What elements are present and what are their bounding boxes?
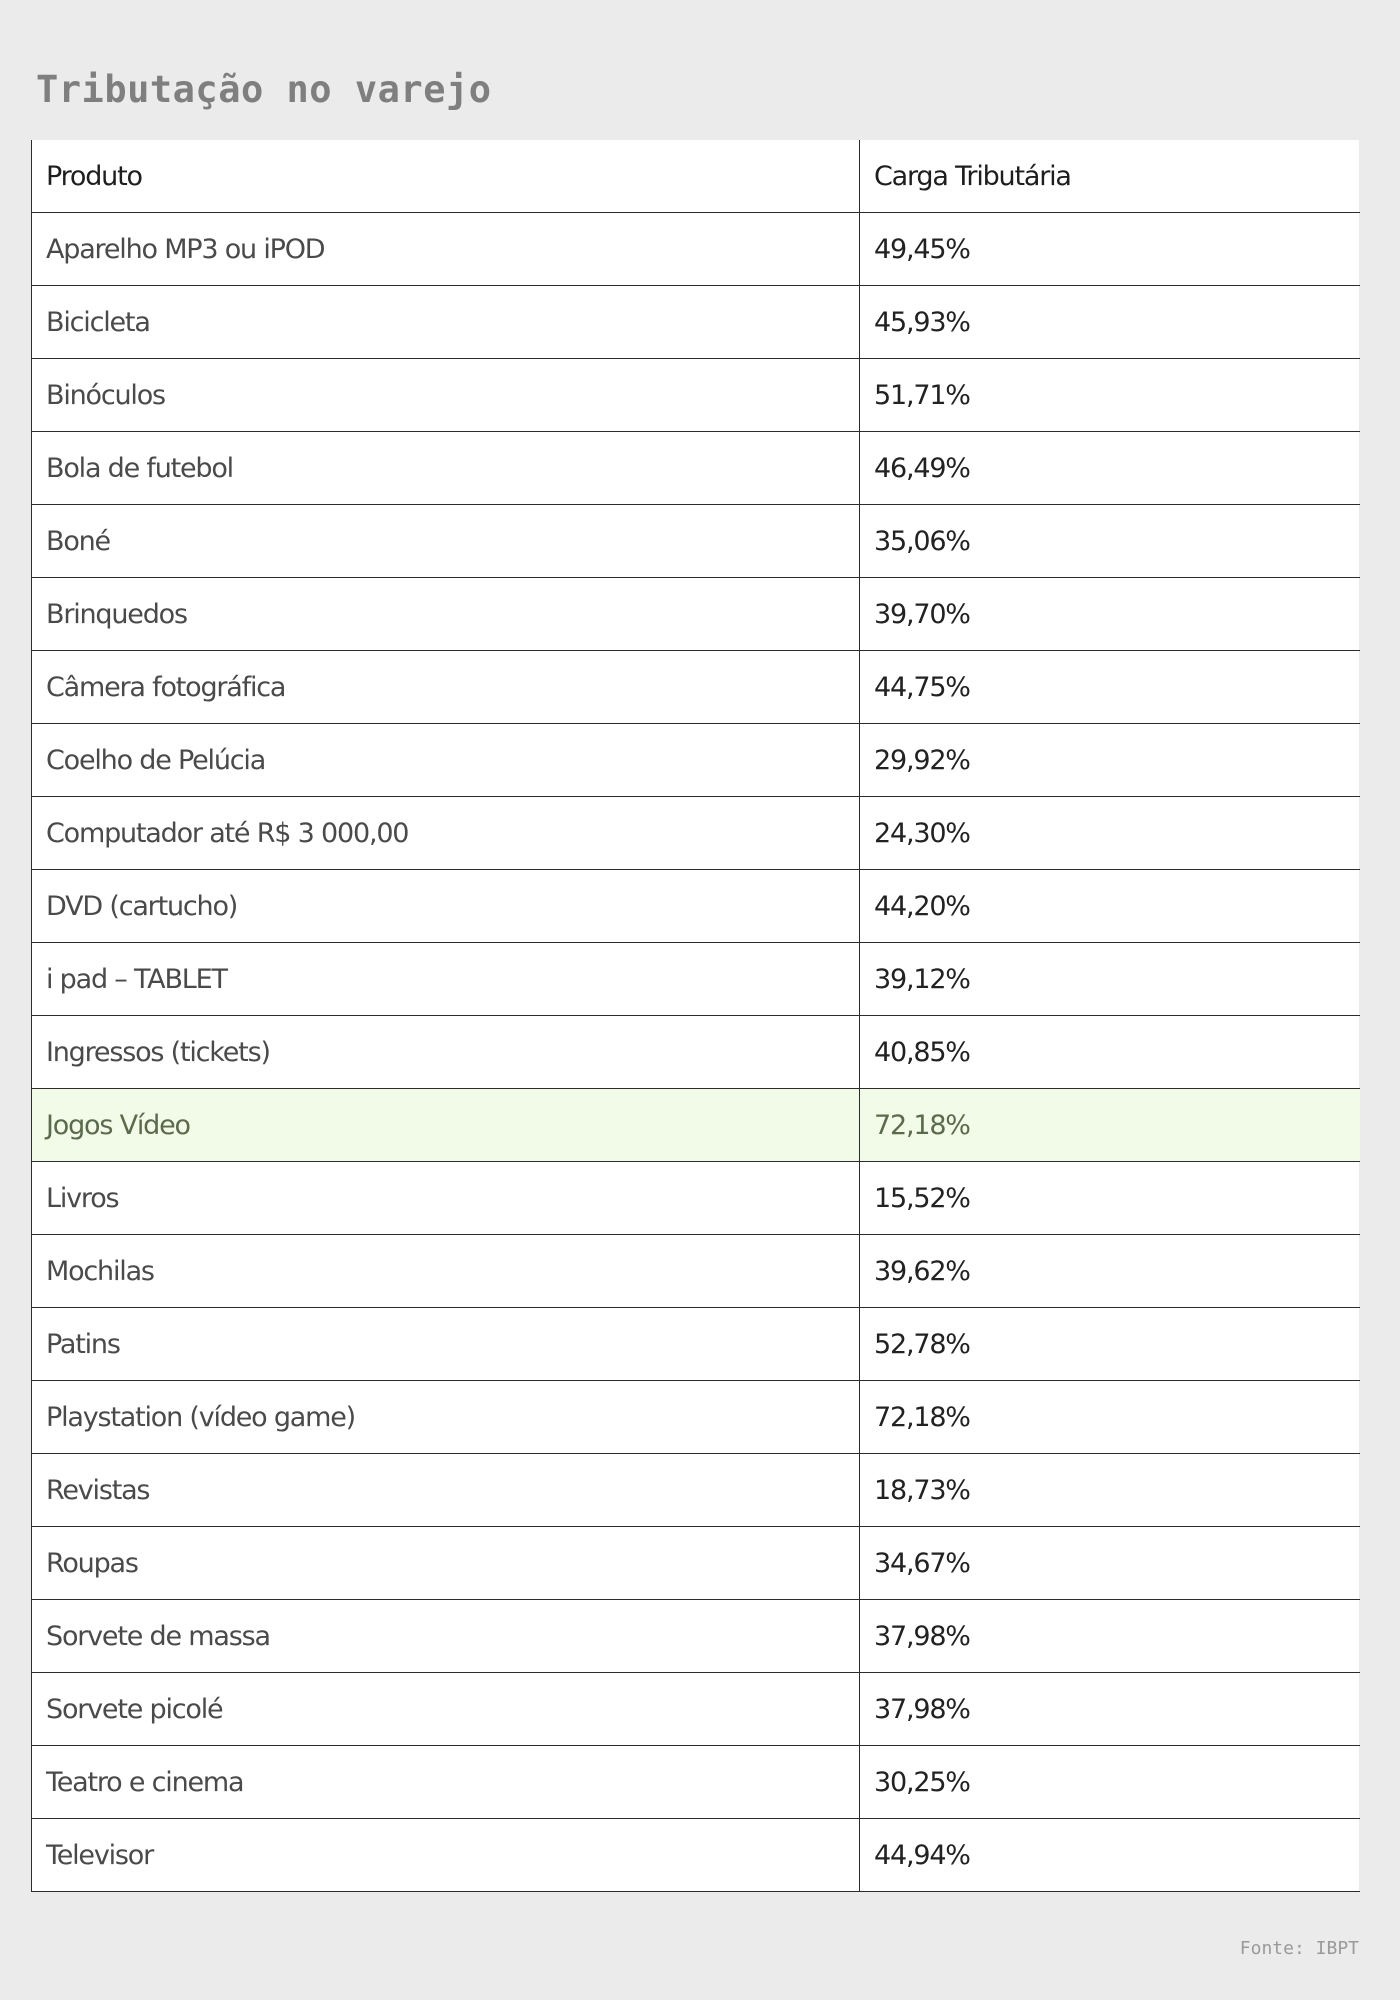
tax-cell: 24,30% bbox=[860, 797, 1360, 870]
table-row bbox=[32, 1673, 1360, 1746]
table-row bbox=[32, 870, 1360, 943]
product-cell: Sorvete picolé bbox=[32, 1673, 860, 1746]
table-row bbox=[32, 651, 1360, 724]
header-product: Produto bbox=[32, 140, 860, 213]
tax-cell: 35,06% bbox=[860, 505, 1360, 578]
tax-cell: 18,73% bbox=[860, 1454, 1360, 1527]
product-cell: Teatro e cinema bbox=[32, 1746, 860, 1819]
tax-cell: 72,18% bbox=[860, 1381, 1360, 1454]
product-cell: Revistas bbox=[32, 1454, 860, 1527]
tax-table-container bbox=[31, 140, 1359, 1892]
table-row bbox=[32, 1527, 1360, 1600]
table-row bbox=[32, 1746, 1360, 1819]
table-row bbox=[32, 943, 1360, 1016]
tax-cell: 52,78% bbox=[860, 1308, 1360, 1381]
product-cell: Roupas bbox=[32, 1527, 860, 1600]
table-row bbox=[32, 359, 1360, 432]
source-note: Fonte: IBPT bbox=[1239, 1938, 1359, 1959]
tax-cell: 37,98% bbox=[860, 1600, 1360, 1673]
product-cell: Mochilas bbox=[32, 1235, 860, 1308]
product-cell: DVD (cartucho) bbox=[32, 870, 860, 943]
tax-table bbox=[31, 140, 1360, 1892]
tax-cell: 34,67% bbox=[860, 1527, 1360, 1600]
table-row bbox=[32, 1235, 1360, 1308]
table-row bbox=[32, 1308, 1360, 1381]
product-cell: Bola de futebol bbox=[32, 432, 860, 505]
table-row bbox=[32, 1600, 1360, 1673]
table-row bbox=[32, 1454, 1360, 1527]
tax-cell: 45,93% bbox=[860, 286, 1360, 359]
product-cell: Sorvete de massa bbox=[32, 1600, 860, 1673]
tax-cell: 44,75% bbox=[860, 651, 1360, 724]
table-row bbox=[32, 1162, 1360, 1235]
tax-cell: 39,62% bbox=[860, 1235, 1360, 1308]
tax-cell: 44,94% bbox=[860, 1819, 1360, 1892]
product-cell: Brinquedos bbox=[32, 578, 860, 651]
tax-cell: 44,20% bbox=[860, 870, 1360, 943]
tax-cell: 39,70% bbox=[860, 578, 1360, 651]
table-row bbox=[32, 578, 1360, 651]
product-cell: Aparelho MP3 ou iPOD bbox=[32, 213, 860, 286]
tax-cell: 29,92% bbox=[860, 724, 1360, 797]
table-row bbox=[32, 505, 1360, 578]
product-cell: Patins bbox=[32, 1308, 860, 1381]
product-cell: i pad – TABLET bbox=[32, 943, 860, 1016]
tax-cell: 51,71% bbox=[860, 359, 1360, 432]
tax-cell: 37,98% bbox=[860, 1673, 1360, 1746]
product-cell: Boné bbox=[32, 505, 860, 578]
table-row bbox=[32, 1089, 1360, 1162]
table-row bbox=[32, 1381, 1360, 1454]
product-cell: Binóculos bbox=[32, 359, 860, 432]
tax-cell: 49,45% bbox=[860, 213, 1360, 286]
table-row bbox=[32, 724, 1360, 797]
product-cell: Câmera fotográfica bbox=[32, 651, 860, 724]
table-row bbox=[32, 286, 1360, 359]
tax-cell: 39,12% bbox=[860, 943, 1360, 1016]
header-tax: Carga Tributária bbox=[860, 140, 1360, 213]
table-body bbox=[32, 213, 1360, 1892]
tax-cell: 30,25% bbox=[860, 1746, 1360, 1819]
table-header-row bbox=[32, 140, 1360, 213]
table-row bbox=[32, 432, 1360, 505]
product-cell: Ingressos (tickets) bbox=[32, 1016, 860, 1089]
table-row bbox=[32, 1016, 1360, 1089]
table-row bbox=[32, 797, 1360, 870]
tax-cell: 15,52% bbox=[860, 1162, 1360, 1235]
table-row bbox=[32, 213, 1360, 286]
product-cell: Televisor bbox=[32, 1819, 860, 1892]
product-cell: Livros bbox=[32, 1162, 860, 1235]
tax-cell: 40,85% bbox=[860, 1016, 1360, 1089]
tax-cell: 46,49% bbox=[860, 432, 1360, 505]
table-row bbox=[32, 1819, 1360, 1892]
tax-cell: 72,18% bbox=[860, 1089, 1360, 1162]
product-cell: Coelho de Pelúcia bbox=[32, 724, 860, 797]
product-cell: Playstation (vídeo game) bbox=[32, 1381, 860, 1454]
product-cell: Jogos Vídeo bbox=[32, 1089, 860, 1162]
product-cell: Bicicleta bbox=[32, 286, 860, 359]
product-cell: Computador até R$ 3 000,00 bbox=[32, 797, 860, 870]
page-title: Tributação no varejo bbox=[36, 68, 492, 111]
